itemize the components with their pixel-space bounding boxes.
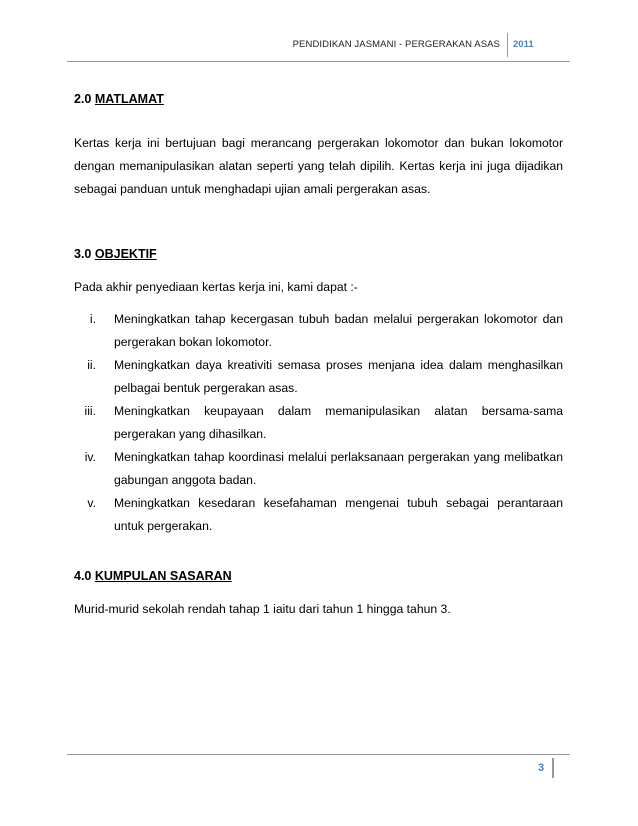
list-item	[74, 492, 563, 538]
section-title: KUMPULAN SASARAN	[94, 569, 232, 583]
section-heading-objektif	[74, 247, 157, 261]
list-item-text: Meningkatkan kesedaran kesefahaman mengenai tubuh sebagai perantaraan untuk pergerakan.	[114, 496, 563, 533]
section-title: MATLAMAT	[94, 92, 164, 106]
list-item	[74, 446, 563, 492]
header-rule	[67, 61, 570, 62]
list-item-number: iii.	[84, 404, 96, 418]
footer-divider	[552, 758, 554, 778]
section-number: 4.0	[74, 569, 92, 583]
section-number: 2.0	[74, 92, 92, 106]
header-divider	[507, 33, 508, 57]
kumpulan-paragraph: Murid-murid sekolah rendah tahap 1 iaitu dari tahun 1 hingga tahun 3.	[74, 602, 451, 616]
list-item-text: Meningkatkan keupayaan dalam memanipulasikan alatan bersama-sama pergerakan yang dihasilkan.	[114, 404, 563, 441]
list-item-number: ii.	[87, 358, 96, 372]
section-heading-matlamat	[74, 92, 164, 106]
list-item-number: iv.	[84, 450, 96, 464]
header-title: PENDIDIKAN JASMANI - PERGERAKAN ASAS	[292, 39, 500, 50]
objektif-intro: Pada akhir penyediaan kertas kerja ini, kami dapat :-	[74, 280, 358, 294]
list-item-number: v.	[87, 496, 96, 510]
section-number: 3.0	[74, 247, 92, 261]
list-item	[74, 400, 563, 446]
footer-rule	[67, 754, 570, 755]
section-title: OBJEKTIF	[94, 247, 157, 261]
header-year: 2011	[513, 39, 534, 50]
list-item	[74, 308, 563, 354]
matlamat-paragraph: Kertas kerja ini bertujuan bagi merancang pergerakan lokomotor dan bukan lokomotor dengan memanipulasikan alatan seperti yang telah dipilih. Kertas kerja ini juga dijadikan sebagai panduan untuk menghadapi ujian amali pergerakan asas.	[74, 136, 563, 196]
list-item-number: i.	[89, 312, 96, 326]
list-item-text: Meningkatkan daya kreativiti semasa proses menjana idea dalam menghasilkan pelbagai bentuk pergerakan asas.	[114, 358, 563, 395]
page-number: 3	[538, 762, 545, 774]
list-item-text: Meningkatkan tahap kecergasan tubuh badan melalui pergerakan lokomotor dan pergerakan bokan lokomotor.	[114, 312, 563, 349]
objective-list	[74, 308, 563, 538]
list-item	[74, 354, 563, 400]
section-heading-kumpulan-sasaran	[74, 569, 232, 583]
list-item-text: Meningkatkan tahap koordinasi melalui perlaksanaan pergerakan yang melibatkan gabungan anggota badan.	[114, 450, 563, 487]
